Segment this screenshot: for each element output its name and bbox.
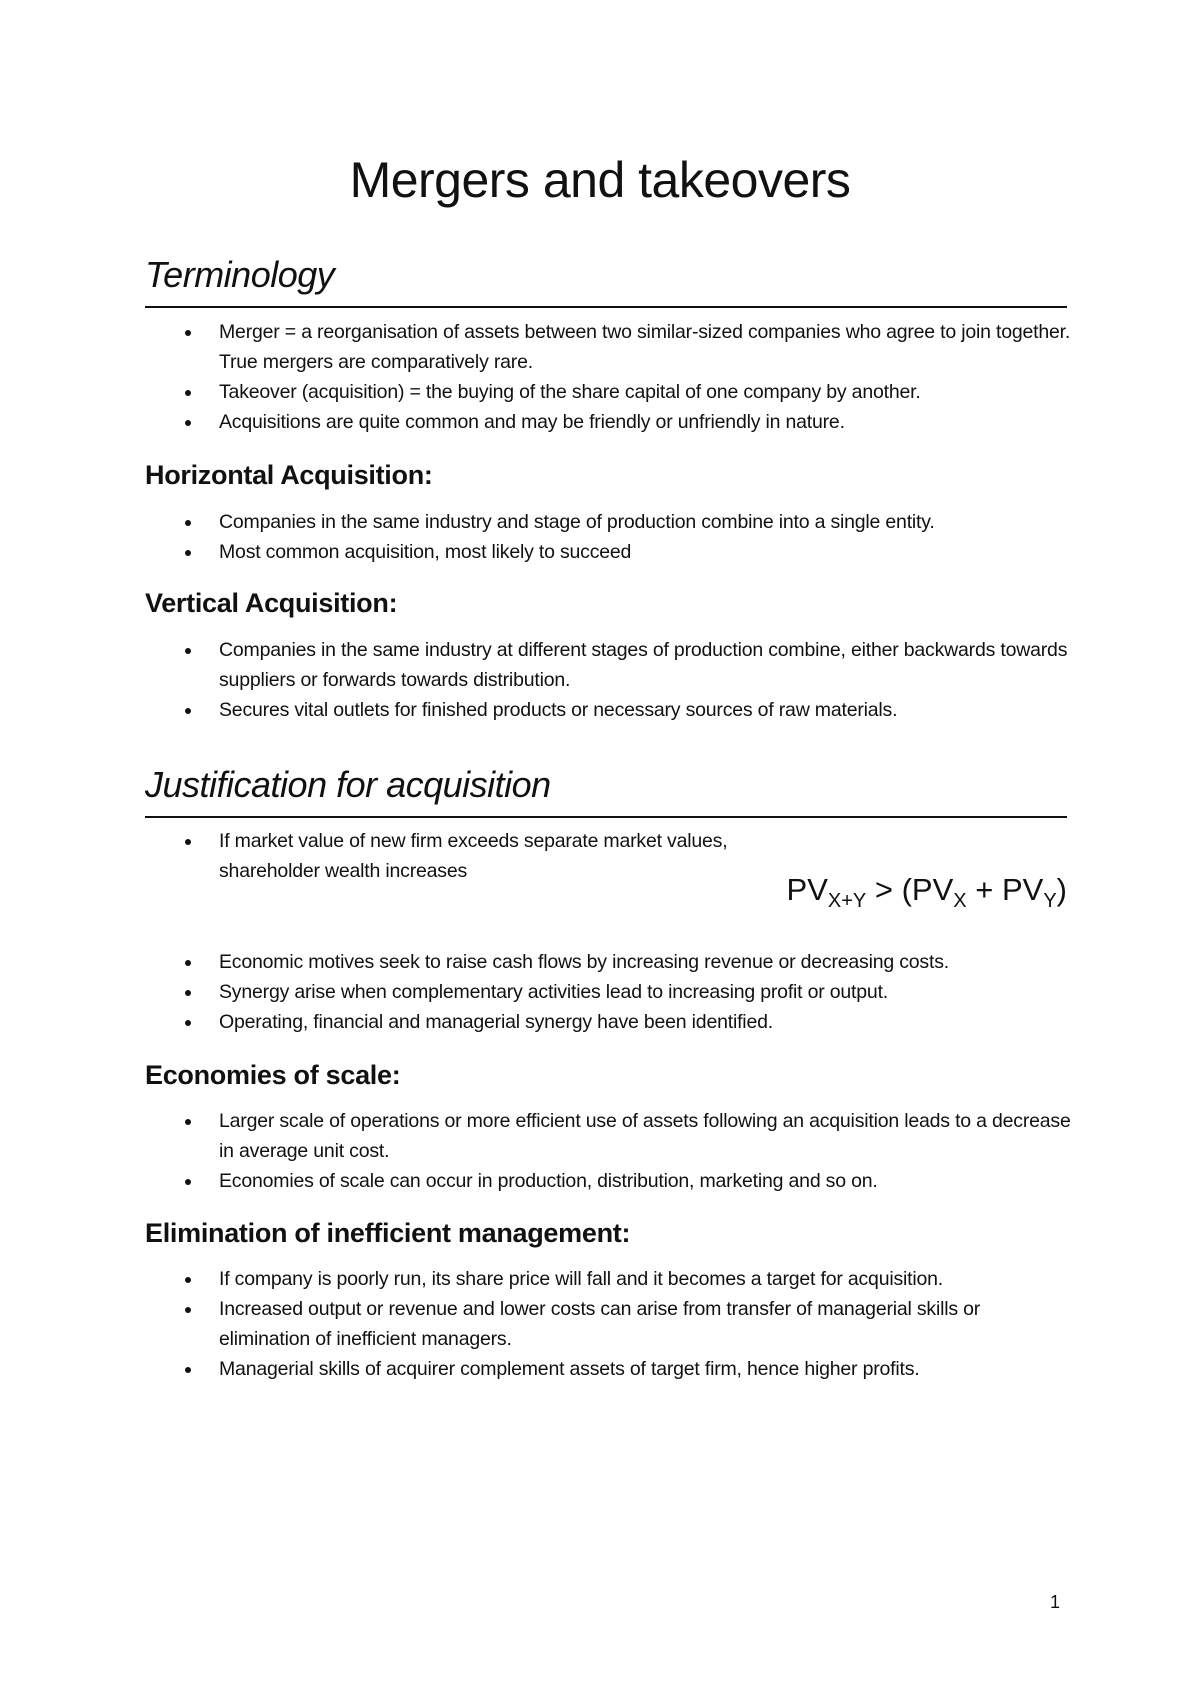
list-item: Secures vital outlets for finished products or necessary sources of raw materials. [145,695,1075,725]
document-title: Mergers and takeovers [349,152,851,208]
justification-list [145,947,1075,1037]
list-item: If company is poorly run, its share price will fall and it becomes a target for acquisition. [145,1264,1075,1294]
list-item: Managerial skills of acquirer complement assets of target firm, hence higher profits. [145,1354,1075,1384]
pv-formula: $PV_{X+Y} > (PV_X + PV_Y)$ [786,872,1067,912]
vertical-list [145,635,1075,725]
list-item: Takeover (acquisition) = the buying of the share capital of one company by another. [145,377,1075,407]
elimination-list [145,1264,1075,1384]
list-item: If market value of new firm exceeds separate market values, shareholder wealth increases [145,826,765,886]
page-number: 1 [1049,1592,1060,1612]
terminology-list [145,317,1075,437]
list-item: Companies in the same industry and stage of production combine into a single entity. [145,507,1075,537]
list-item: Merger = a reorganisation of assets between two similar-sized companies who agree to join together. True mergers are comparatively rare. [145,317,1075,377]
justification-intro-list [145,826,765,886]
list-item: Companies in the same industry at different stages of production combine, either backwards towards suppliers or forwards towards distribution. [145,635,1075,695]
horizontal-list [145,507,1075,567]
section-heading-justification: Justification for acquisition [145,762,1067,818]
subheading-vertical-acquisition: Vertical Acquisition: [145,588,398,618]
list-item: Most common acquisition, most likely to succeed [145,537,1075,567]
list-item: Synergy arise when complementary activities lead to increasing profit or output. [145,977,1075,1007]
list-item: Economies of scale can occur in production, distribution, marketing and so on. [145,1166,1075,1196]
subheading-economies-of-scale: Economies of scale: [145,1060,401,1090]
section-heading-terminology: Terminology [145,252,1067,308]
list-item: Increased output or revenue and lower costs can arise from transfer of managerial skills or elimination of inefficient managers. [145,1294,1075,1354]
list-item: Economic motives seek to raise cash flows by increasing revenue or decreasing costs. [145,947,1075,977]
subheading-elimination-management: Elimination of inefficient management: [145,1218,631,1248]
list-item: Operating, financial and managerial synergy have been identified. [145,1007,1075,1037]
list-item: Larger scale of operations or more efficient use of assets following an acquisition leads to a decrease in average unit cost. [145,1106,1075,1166]
economies-list [145,1106,1075,1196]
list-item: Acquisitions are quite common and may be friendly or unfriendly in nature. [145,407,1075,437]
subheading-horizontal-acquisition: Horizontal Acquisition: [145,460,433,490]
